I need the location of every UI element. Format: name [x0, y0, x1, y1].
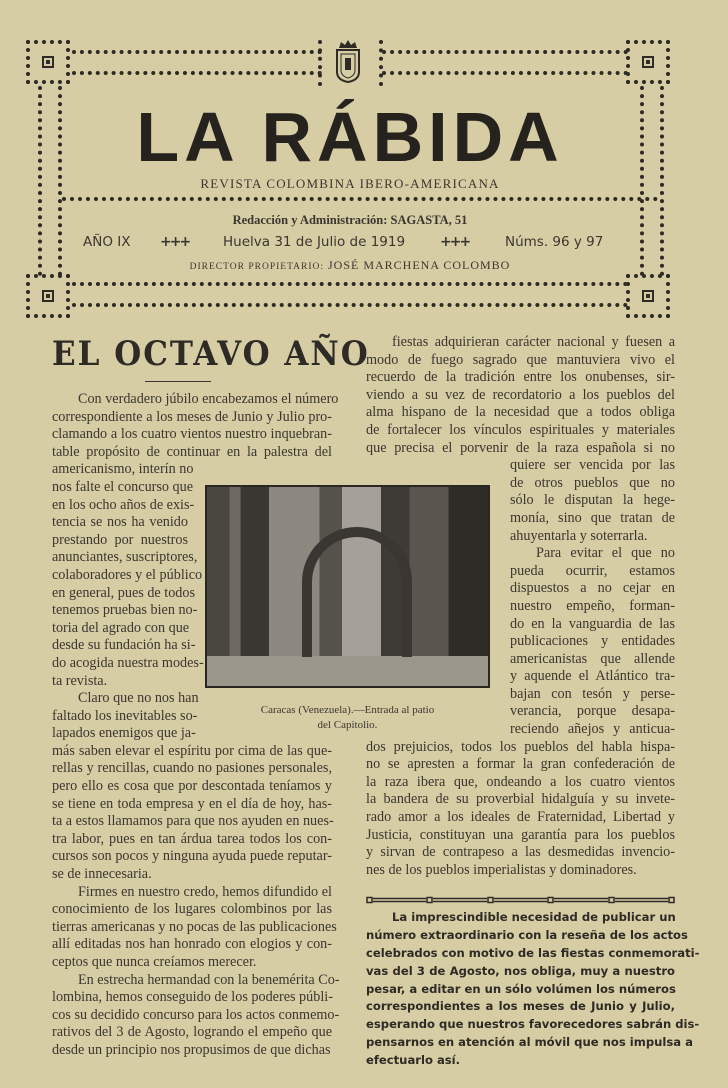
caption-line: Caracas (Venezuela).—Entrada al patio — [260, 704, 435, 716]
text-line: table propósito de continuar en la palestra del — [52, 443, 332, 460]
notice-line: correspondientes a los meses de Junio y Julio, — [366, 999, 675, 1014]
notice-paragraph — [366, 909, 700, 1070]
text-line: la raza ibera que, ondeando a los cuatro vientos — [366, 773, 675, 790]
text-line: do acogida nuestra modes- — [52, 654, 204, 671]
caption-line: del Capitolio. — [317, 719, 378, 731]
article-title: EL OCTAVO AÑO — [52, 334, 370, 374]
border-line — [72, 282, 628, 286]
text-line: americanistas que allende — [510, 650, 675, 667]
editorial-address: Redacción y Administración: SAGASTA, 51 — [232, 213, 468, 227]
border-line — [72, 50, 322, 54]
text-line: Para evitar el que no — [536, 545, 675, 562]
text-line: allí editadas nos han honrado con elogios y con- — [52, 936, 332, 953]
publication-title: LA RÁBIDA — [136, 98, 564, 176]
border-line — [382, 71, 628, 75]
text-line: verancia, porque desapa- — [510, 703, 675, 720]
text-line: y sirvan de contrapeso a las desmedidas invencio- — [366, 844, 675, 861]
notice-line: vas del 3 de Agosto, nos obliga, muy a nuestro — [366, 963, 675, 978]
director-name: JOSÉ MARCHENA COLOMBO — [327, 258, 511, 272]
border-line — [382, 50, 628, 54]
text-line: cursos son pocos y ninguna ayuda puede reputar- — [52, 848, 332, 865]
notice-line: efectuarlo así. — [366, 1053, 461, 1068]
year-label: AÑO IX — [83, 234, 131, 250]
notice-line: esperando que nuestros favorecedores sabrán dis- — [366, 1017, 700, 1032]
text-line: faltado los inevitables so- — [52, 707, 198, 724]
corner-ornament — [626, 274, 670, 318]
text-line: nes de los pueblos imperialistas y dominadores. — [366, 861, 637, 878]
text-line: Firmes en nuestro credo, hemos difundido el — [78, 883, 332, 900]
text-line: Justicia, constituyan una garantía para los pueblos — [366, 826, 675, 843]
text-line: tierras americanas y no pocas de las publicaciones — [52, 918, 337, 935]
notice-line: celebrados con motivo de las fiestas conmemorati- — [366, 945, 700, 960]
text-line: americanismo, interín no — [52, 461, 194, 478]
text-line: quiere ser vencida por las — [510, 457, 675, 474]
director-line — [0, 258, 700, 273]
text-line: Claro que no nos han — [78, 690, 199, 707]
text-line: modo de fuego sagrado que mantuviera vivo el — [366, 351, 675, 368]
text-line: dispuestos a no cejar en — [510, 580, 675, 597]
ornament-cross: +++ — [440, 234, 470, 250]
text-line: toria del agrado con que — [52, 619, 190, 636]
text-line: prestando por nuestros — [52, 531, 188, 548]
text-line: más saben elevar el espíritu por cima de las que- — [52, 742, 332, 759]
text-line: viendo a su vez de recordatorio a los pueblos del — [366, 386, 675, 403]
border-line — [72, 303, 628, 307]
photo-ground — [207, 656, 488, 686]
text-line: rativos del 3 de Agosto, logrando el empeño que — [52, 1024, 332, 1041]
text-line: conocimiento de los lugares colombinos por las — [52, 901, 332, 918]
corner-ornament — [626, 40, 670, 84]
text-line: no se apresten a formar la gran confederación de — [366, 756, 675, 773]
text-line: y aquende el Atlántico tra- — [510, 668, 675, 685]
text-line: ta revista. — [52, 672, 108, 689]
text-line: recuerdo de la tradición entre los onubenses, sir- — [366, 369, 675, 386]
text-line: tenemos pruebas bien no- — [52, 602, 198, 619]
text-line: desde un principio nos propusimos de que dichas — [52, 1041, 331, 1058]
text-line: fiestas adquirieran carácter nacional y fuesen a — [392, 334, 675, 350]
text-line: lapados enemigos que ja- — [52, 725, 196, 742]
text-line: se tiene en toda empresa y en el día de hoy, has- — [52, 795, 332, 812]
text-line: tencia se nos ha venido — [52, 514, 188, 531]
text-line: tra labor, pues en tan árdua tarea todos los con- — [52, 830, 332, 847]
photo-caracas-capitolio — [205, 485, 490, 688]
border-line — [318, 40, 322, 86]
text-line: nuestro empeño, forman- — [510, 597, 675, 614]
notice-line: pensarnos en atención al móvil que nos impulsa a — [366, 1035, 693, 1050]
corner-ornament — [26, 274, 70, 318]
border-line — [379, 40, 383, 86]
coat-of-arms-icon — [333, 38, 363, 84]
text-line: en los ocho años de exis- — [52, 496, 195, 513]
text-line: la bandera de su proverbial hidalguía y su invete- — [366, 791, 675, 808]
text-line: dos prejuicios, todos los pueblos del habla hispa- — [366, 738, 675, 755]
ornament-cross: +++ — [160, 234, 190, 250]
notice-line: pesar, a editar en un sólo volúmen los números — [366, 981, 676, 996]
text-line: anunciantes, suscriptores, — [52, 549, 198, 566]
text-line: ahuyentarla y soterrarla. — [510, 527, 648, 544]
text-line: do en la vanguardia de las — [510, 615, 675, 632]
director-label: DIRECTOR PROPIETARIO: — [189, 262, 324, 272]
text-line: alma hispano de la necesidad que a todos obliga — [366, 404, 675, 421]
issue-numbers: Núms. 96 y 97 — [505, 234, 604, 250]
text-line: pueda ocurrir, estamos — [510, 562, 675, 579]
text-line: rado amor a los ideales de Fraternidad, Libertad y — [366, 809, 675, 826]
text-line: publicaciones y entidades — [510, 633, 675, 650]
text-line: monía, sino que tratan de — [510, 509, 675, 526]
border-line — [72, 71, 322, 75]
text-line: pero ello es cosa que por descontada teníamos y — [52, 778, 332, 795]
publication-subtitle: REVISTA COLOMBINA IBERO-AMERICANA — [200, 176, 500, 191]
title-rule — [145, 381, 211, 382]
text-line: bajan con tesón y perse- — [510, 685, 675, 702]
text-line: ceptos que nunca creíamos merecer. — [52, 954, 257, 970]
text-line: de otros pueblos que no — [510, 474, 675, 491]
dateline: Huelva 31 de Julio de 1919 — [223, 234, 406, 250]
text-line: En estrecha hermandad con la benemérita Co- — [78, 971, 340, 988]
text-line: de fortalecer los vínculos espirituales y materiales — [366, 421, 675, 438]
notice-line: La imprescindible necesidad de publicar un — [392, 910, 676, 924]
border-line — [62, 197, 658, 201]
text-line: Con verdadero júbilo encabezamos el número — [78, 391, 339, 407]
text-line: desde su fundación ha si- — [52, 637, 196, 654]
notice-line: número extraordinario con la reseña de los actos — [366, 927, 688, 942]
ornamental-divider — [366, 896, 675, 904]
text-line: se de innecesaria. — [52, 866, 152, 883]
text-line: sólo le disputan la hege- — [510, 492, 675, 509]
text-line: que precisa el porvenir de la raza española si no — [366, 439, 675, 456]
text-line: lombina, hemos conseguido de los poderes públi- — [52, 989, 333, 1006]
text-line: rellas y rencillas, cuando no pasiones personales, — [52, 760, 332, 777]
text-line: ta a estos llamamos para que nos ayuden en nues- — [52, 813, 334, 830]
text-line: colaboradores y el público — [52, 566, 203, 583]
photo-arch — [302, 527, 412, 657]
text-line: en general, pues de todos — [52, 584, 196, 601]
text-line: nos falte el concurso que — [52, 478, 194, 495]
text-line: correspondiente a los meses de Junio y Julio pro- — [52, 408, 332, 425]
photo-caption — [205, 703, 490, 733]
text-line: reciendo añejos y anticua- — [510, 721, 675, 738]
text-line: cos su decidido concurso para los actos conmemo- — [52, 1006, 340, 1023]
corner-ornament — [26, 40, 70, 84]
text-line: clamando a los cuatro vientos nuestro inquebran- — [52, 426, 332, 443]
